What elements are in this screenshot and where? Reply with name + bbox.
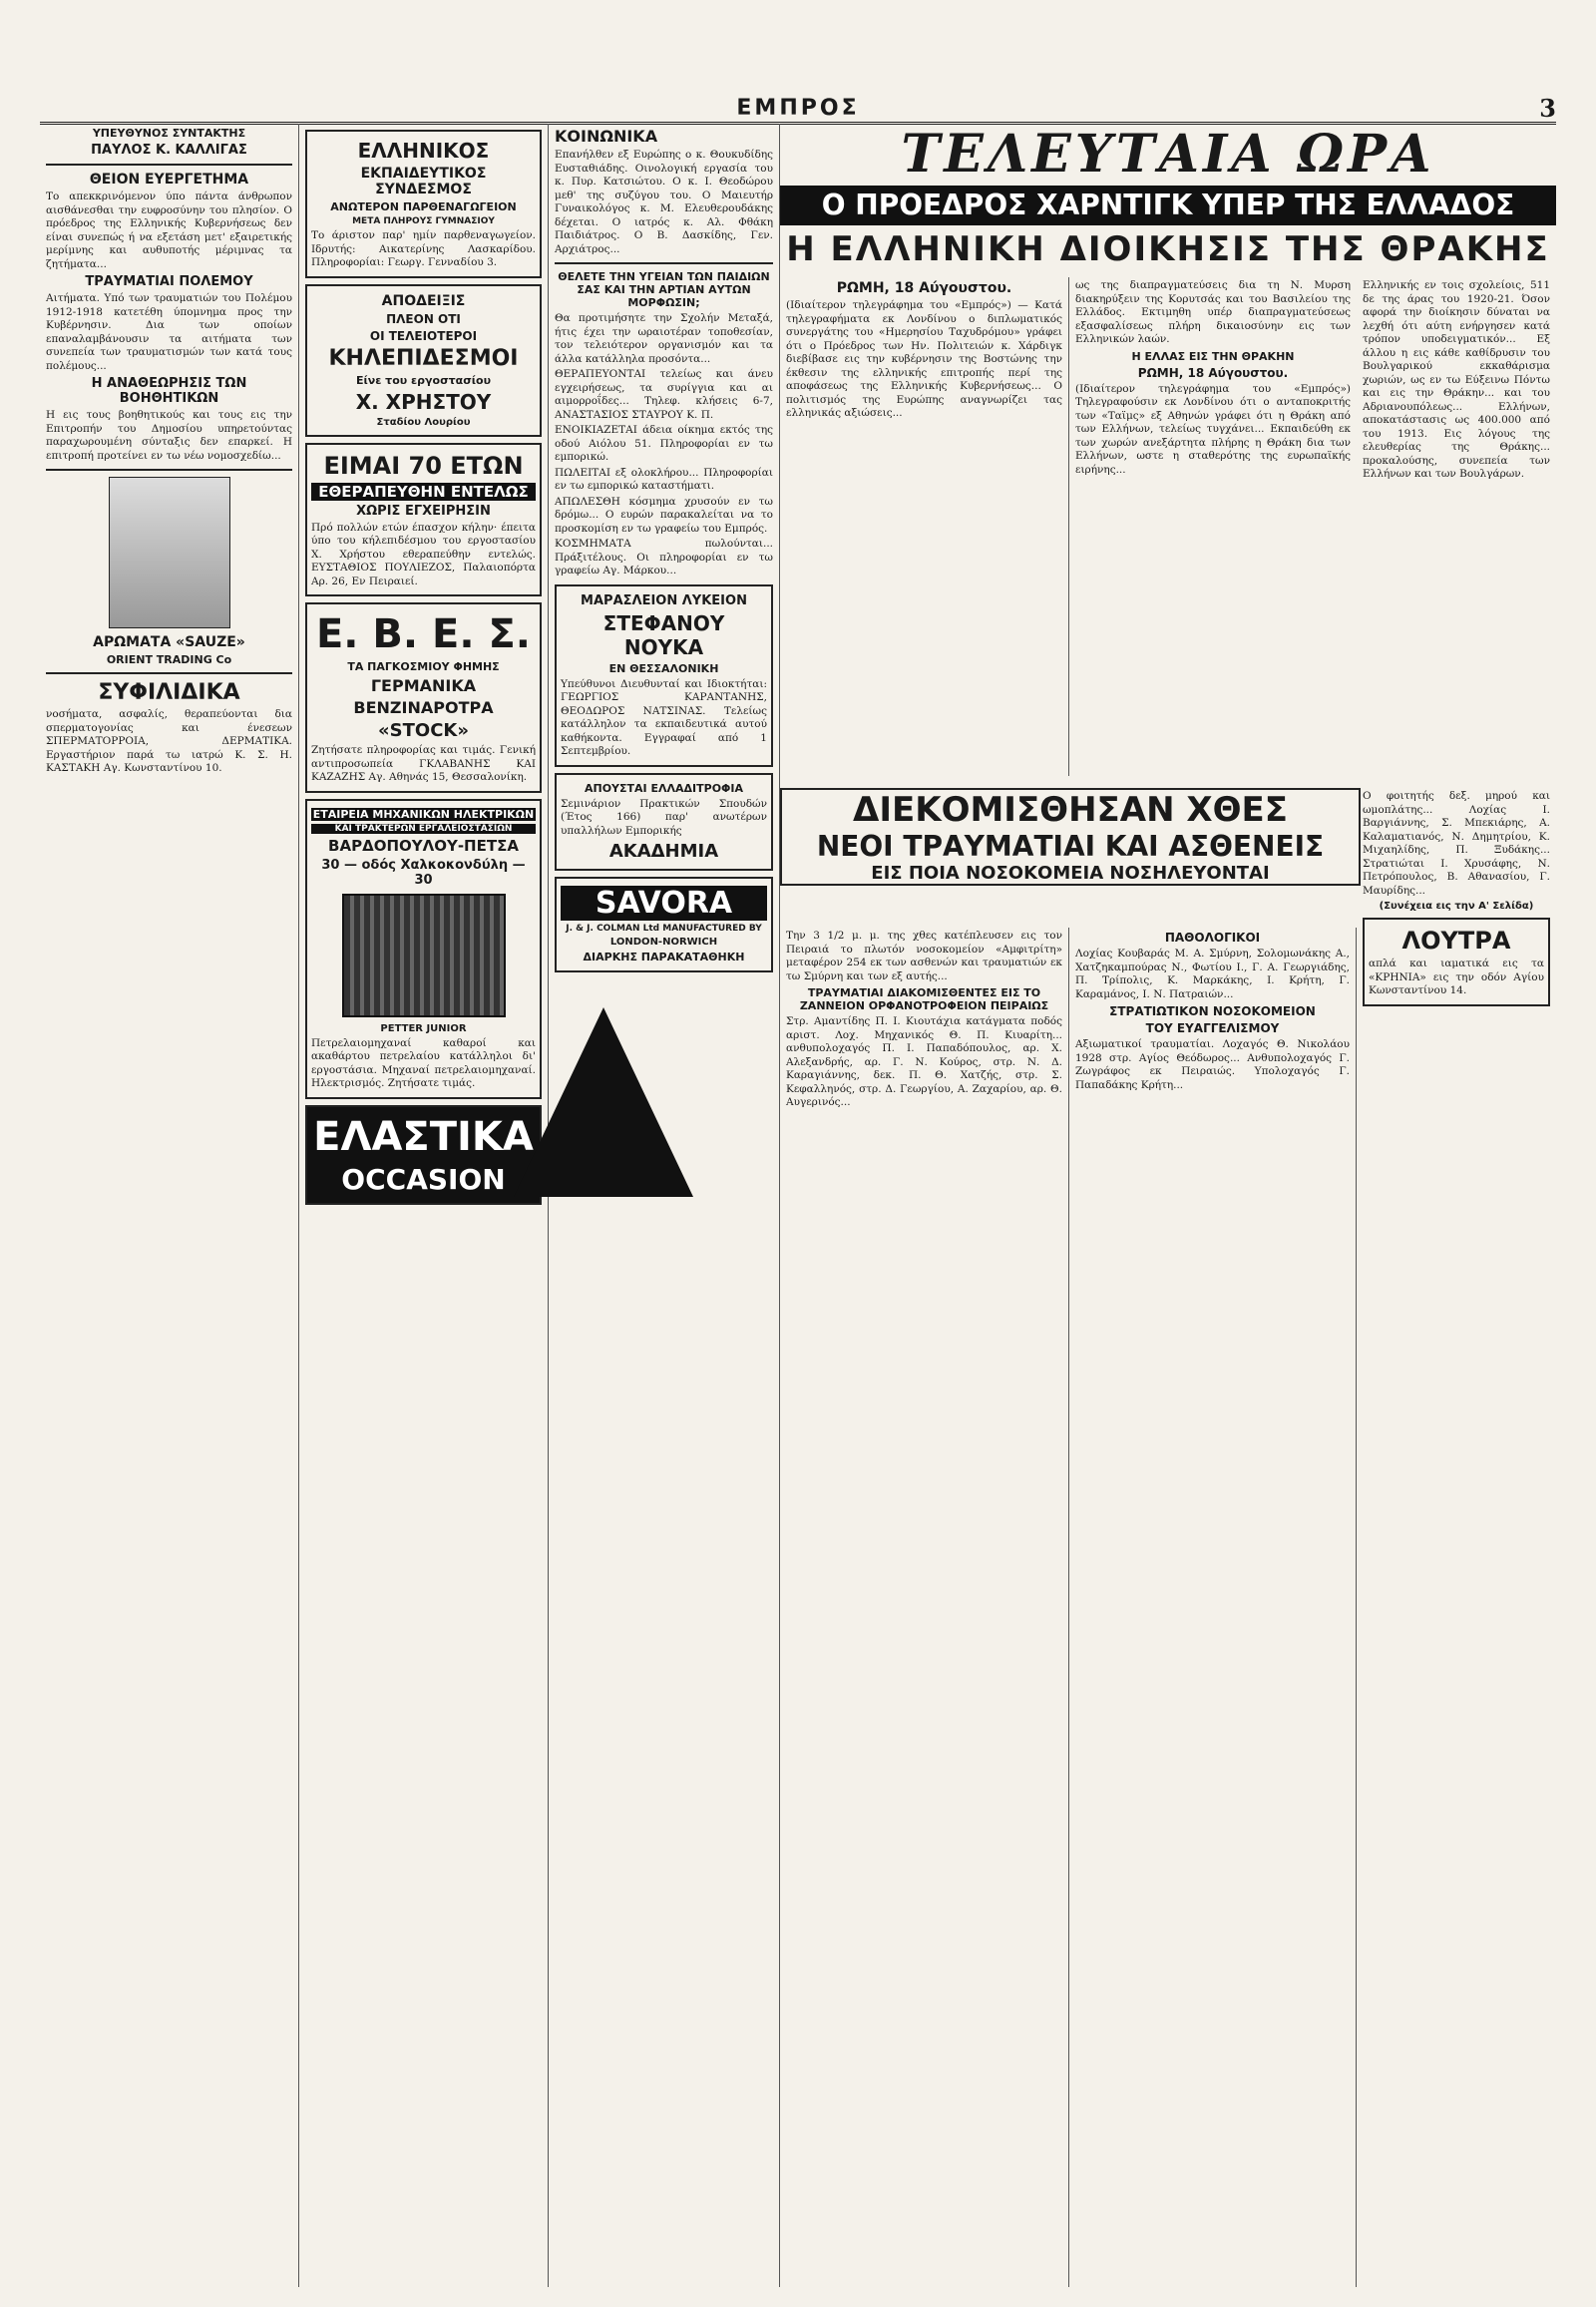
- ad-line: ΜΕΤΑ ΠΛΗΡΟΥΣ ΓΥΜΝΑΣΙΟΥ: [352, 216, 495, 226]
- ad-heading: ΘΕΛΕΤΕ ΤΗΝ ΥΓΕΙΑΝ ΤΩΝ ΠΑΙΔΙΩΝ ΣΑΣ ΚΑΙ ΤΗΝ ΑΡΤΙΑΝ ΑΥΤΩΝ ΜΟΡΦΩΣΙΝ;: [558, 270, 770, 309]
- ad-text: Το άριστον παρ' ημίν παρθεναγωγείον. Ιδρυτής: Αικατερίνης Λασκαρίδου. Πληροφορίαι: Γεωργ. Γενναδίου 3.: [311, 229, 536, 268]
- perfume-illustration: [109, 477, 230, 628]
- tire-ad: [305, 1105, 542, 1205]
- ad-line: Είνε του εργοστασίου: [355, 373, 492, 387]
- ad-title: ΣΥΦΙΛΙΔΙΚΑ: [98, 680, 240, 705]
- ad-line: ΓΕΡΜΑΝΙΚΑ: [370, 676, 477, 695]
- article-heading: Η ΑΝΑΘΕΩΡΗΣΙΣ ΤΩΝ ΒΟΗΘΗΤΙΚΩΝ: [91, 376, 247, 406]
- ad-line: ΚΗΛΕΠΙΔΕΣΜΟΙ: [328, 345, 519, 371]
- ad-subtitle: ORIENT TRADING Co: [106, 653, 232, 666]
- article-heading: ΘΕΙΟΝ ΕΥΕΡΓΕΤΗΜΑ: [89, 172, 249, 188]
- article-text: Ελληνικής εν τοις σχολείοις, 511 δε της άρας του 1920-21. Όσον αφορά την διοίκησιν δύναται να λεχθή ότι αύτη ενήργησεν κατά τρόπον υποδειγματικόν... Εξ άλλου η εις κάθε καθίδρυσιν του Βουλγαρικού εκκαθάρισμα χωριών, ως εν τω Εύξεινω Πόντω και εις την Θράκην... και του Αδριανουπόλεως... Ελλήνων, αποκατάστασις ως 400.000 από του 1913. Εις λόγους της ελευθερίας της Θράκης... προκαλούσης, συνεπεία των Ελλήνων και των Βουλγάρων.: [1363, 279, 1550, 480]
- ad-line: ΕΙΜΑΙ 70 ΕΤΩΝ: [323, 451, 524, 480]
- sub-heading: Η ΕΛΛΑΣ ΕΙΣ ΤΗΝ ΘΡΑΚΗΝ: [1131, 349, 1295, 363]
- ad-line: ΑΝΩΤΕΡΟΝ ΠΑΡΘΕΝΑΓΩΓΕΙΟΝ: [330, 200, 517, 213]
- ad-line: LONDON-NORWICH: [609, 937, 718, 948]
- ad-line: ΕΘΕΡΑΠΕΥΘΗΝ ΕΝΤΕΛΩΣ: [311, 483, 536, 501]
- ad-line: Χ. ΧΡΗΣΤΟΥ: [355, 389, 492, 414]
- ad-line: ΑΠΟΔΕΙΞΙΣ: [381, 292, 466, 309]
- article-text: Ο φοιτητής δεξ. μηρού και ωμοπλάτης... Λοχίας Ι. Βαργιάννης, Σ. Μπεκιάρης, Α. Καλαματιανός, Ν. Δημητρίου, Κ. Μιχαηλίδης, Π. Ξυδάκης... Στρατιώται Ι. Χρυσάφης, Ν. Πετρόπουλος, Β. Αθανασίου, Γ. Μαυρίδης...: [1363, 790, 1550, 897]
- ad-line: ΣΤΕΦΑΝΟΥ ΝΟΥΚΑ: [602, 610, 725, 659]
- article-text: Λοχίας Κουβαράς Μ. Α. Σμύρνη, Σολομωνάκης Α., Χατζηκαμπούρας Ν., Φωτίου Ι., Γ. Α. Γεωργιάδης, Π. Τρίπολις, Κ. Μαρκάκης, Ι. Κρήτη, Γ. Καραμάνος, Ι. Ν. Πατραιών...: [1075, 948, 1350, 1000]
- ad-line: ΕΚΠΑΙΔΕΥΤΙΚΟΣ ΣΥΝΔΕΣΜΟΣ: [360, 166, 487, 197]
- masthead-title: ΕΜΠΡΟΣ: [736, 96, 860, 121]
- ad-line: ΔΙΑΡΚΗΣ ΠΑΡΑΚΑΤΑΘΗΚΗ: [583, 951, 745, 963]
- ad-line: ΜΑΡΑΣΛΕΙΟΝ ΛΥΚΕΙΟΝ: [581, 592, 747, 608]
- headline-line: ΕΙΣ ΠΟΙΑ ΝΟΣΟΚΟΜΕΙΑ ΝΟΣΗΛΕΥΟΝΤΑΙ: [871, 863, 1270, 884]
- banner-title-text: ΤΕΛΕΥΤΑΙΑ ΩΡΑ: [901, 124, 1435, 185]
- column-2: [299, 124, 549, 2287]
- lyceum-ad: [555, 584, 773, 767]
- ad-line: ΕΛΛΗΝΙΚΟΣ: [357, 139, 490, 163]
- ad-line: ΛΟΥΤΡΑ: [1401, 927, 1511, 955]
- ad-text: νοσήματα, ασφαλίς, θεραπεύονται δια σπερματογονίας και ένεσεων ΣΠΕΡΜΑΤΟΡΡΟΙΑ, ΔΕΡΜΑΤΙΚΑ. Εργαστήριον παρά τω ιατρώ Κ. Σ. Η. ΚΑΣΤΑΚΗ Αγ. Κωνσταντίνου 10.: [46, 708, 292, 774]
- news-column-a: [780, 277, 1069, 776]
- ad-text: απλά και ιαματικά εις τα «ΚΡΗΝΙΑ» εις την οδόν Αγίου Κωνσταντίνου 14.: [1369, 958, 1544, 996]
- dateline: ΡΩΜΗ, 18 Αύγουστου.: [1137, 365, 1289, 380]
- classified: ΘΕΡΑΠΕΥΟΝΤΑΙ τελείως και άνευ εγχειρήσεως, τα συρίγγια και αι αιμορροΐδες... Τηλεφ. κλήσεις 6-7, ΑΝΑΣΤΑΣΙΟΣ ΣΤΑΥΡΟΥ Κ. Π.: [555, 368, 773, 421]
- ad-line: ΕΤΑΙΡΕΙΑ ΜΗΧΑΝΙΚΩΝ ΗΛΕΚΤΡΙΚΩΝ: [312, 807, 535, 821]
- truss-ad: [305, 284, 542, 437]
- sub-heading: ΠΑΘΟΛΟΓΙΚΟΙ: [1164, 931, 1261, 945]
- article-text: Αιτήματα. Υπό των τραυματιών του Πολέμου 1912-1918 κατετέθη ύπομνημα προς την Κυβέρνησιν. Δια των οποίων επαναλαμβάνουσιν τα αιτήματα των συνεπεία των τραυματισμών των κατά τους πολέμους...: [46, 292, 292, 372]
- plough-ad: [305, 602, 542, 793]
- page-number: 3: [1539, 94, 1556, 123]
- article-heading: ΤΡΑΥΜΑΤΙΑΙ ΠΟΛΕΜΟΥ: [85, 274, 253, 289]
- engine-illustration: [342, 894, 506, 1017]
- editor-name: ΠΑΥΛΟΣ Κ. ΚΑΛΛΙΓΑΣ: [91, 143, 247, 158]
- article-text: (Ιδιαίτερον τηλεγράφημα του «Εμπρός») — Κατά τηλεγραφήματα εκ Λονδίνου ο διπλωματικός συνεργάτης του «Ημερησίου Ταχυδρόμου» γράφει ότι ο Πρόεδρος των Ην. Πολιτειών κ. Χάρδιγκ διεβίβασε εις την κυβέρνησιν της Βοστώνης την έκθεσιν της ελληνικής επιτροπής περί της αποφάσεως της Ελληνικής Κυβερνήσεως... Ο πολιτισμός της Ευρώπης αναγνωρίζει τας ελληνικάς αξιώσεις...: [786, 299, 1062, 419]
- banner-title: [780, 124, 1556, 186]
- sub-heading: ΤΡΑΥΜΑΤΙΑΙ ΔΙΑΚΟΜΙΣΘΕΝΤΕΣ ΕΙΣ ΤΟ ΖΑΝΝΕΙΟΝ ΟΡΦΑΝΟΤΡΟΦΕΙΟΝ ΠΕΙΡΑΙΩΣ: [799, 986, 1049, 1012]
- ad-line: ΒΕΝΖΙΝΑΡΟΤΡΑ: [353, 698, 494, 717]
- section-heading: ΚΟΙΝΩΝΙΚΑ: [555, 127, 658, 146]
- continuation-note: (Συνέχεια εις την Α' Σελίδα): [1379, 901, 1534, 912]
- ad-text: Πετρελαιομηχαναί καθαροί και ακαθάρτου πετρελαίου κατάλληλοι δι' εργοστάσια. Μηχαναί πετρελαιομηχαναί. Ηλεκτρισμός. Ζητήσατε τιμάς.: [311, 1036, 536, 1089]
- column-3: [549, 124, 780, 2287]
- ad-title: ΑΡΩΜΑΤΑ «SAUZE»: [93, 634, 245, 650]
- engine-ad: [305, 799, 542, 1099]
- news-column-b: [1069, 277, 1357, 776]
- headline-line: ΔΙΕΚΟΜΙΣΘΗΣΑΝ ΧΘΕΣ: [853, 790, 1288, 830]
- injured-column-c: [1357, 788, 1556, 2287]
- article-text: Την 3 1/2 μ. μ. της χθες κατέπλευσεν εις τον Πειραιά το πλωτόν νοσοκομείον «Αμφιτρίτη» μεταφέρον 254 εκ των ασθενών και τραυματιών εκ τω Σμύρνη και των εξ αυτής...: [786, 930, 1062, 982]
- ad-line: ΚΑΙ ΤΡΑΚΤΕΡΩΝ ΕΡΓΑΛΕΙΟΣΤΑΣΙΩΝ: [311, 824, 536, 834]
- ad-line: PETTER JUNIOR: [380, 1022, 467, 1034]
- injured-column-b: [1069, 928, 1357, 2287]
- testimonial-ad: [305, 443, 542, 597]
- banner-subtitle: Ο ΠΡΟΕΔΡΟΣ ΧΑΡΝΤΙΓΚ ΥΠΕΡ ΤΗΣ ΕΛΛΑΔΟΣ: [780, 186, 1556, 225]
- ad-line: OCCASION: [341, 1162, 506, 1196]
- classified: ΠΩΛΕΙΤΑΙ εξ ολοκλήρου... Πληροφορίαι εν τω εμπορικώ καταστήματι.: [555, 466, 773, 492]
- ad-line: Ε. Β. Ε. Σ.: [315, 611, 532, 657]
- banner-headline: Η ΕΛΛΗΝΙΚΗ ΔΙΟΙΚΗΣΙΣ ΤΗΣ ΘΡΑΚΗΣ: [786, 229, 1550, 269]
- injured-headline-box: [780, 788, 1361, 886]
- ad-line: ΑΠΟΥΣΤΑΙ ΕΛΛΑΔΙΤΡΟΦΙΑ: [584, 781, 744, 795]
- article-text: Επανήλθεν εξ Ευρώπης ο κ. Θουκυδίδης Ευσταθιάδης. Οινολογική εργασία του κ. Πυρ. Κατσιώτου. Ο κ. Ι. Θεοδώρου μεθ' της συζύγου του. Ο Μαιευτήρ Γυναικολόγος κ. Μ. Ελευθερουδάκης δέχεται. Ο ιατρός κ. Αλ. Φθάκη Παιδιάτρος. Ο Β. Δασκίδης, Γεν. Αρχιάτρος...: [555, 149, 773, 255]
- article-text: Στρ. Αμαντίδης Π. Ι. Κιουτάχια κατάγματα ποδός αριστ. Λοχ. Μηχανικός Θ. Π. Κιυαρίτη... ανθυπολοχαγός Π. Ι. Παπαδόπουλος, αρ. Χ. Αλεξανδρής, αρ. Γ. Ν. Κούρος, στρ. Ν. Δ. Καραγιάννης, δεκ. Π. Θ. Χατζής, στρ. Σ. Κεφαλληνός, στρ. Δ. Γεωργίου, Α. Ζαχαρίου, αρ. Θ. Αυγερινός...: [786, 1015, 1062, 1108]
- classified: ΕΝΟΙΚΙΑΖΕΤΑΙ άδεια οίκημα εκτός της οδού Αιόλου 51. Πληροφορίαι εν τω εμπορικώ.: [555, 424, 773, 463]
- ad-text: Θα προτιμήσητε την Σχολήν Μεταξά, ήτις έχει την ωραιοτέραν τοποθεσίαν, τον τελειότερον οργανισμόν και τα άλλα κατάλληλα προσόντα...: [555, 312, 773, 365]
- ad-line: ΕΛΑΣΤΙΚΑ: [313, 1113, 534, 1160]
- article-text: (Ιδιαίτερον τηλεγράφημα του «Εμπρός») Τηλεγραφούσιν εκ Λονδίνου ότι ο ανταποκριτής των «Ταϊμς» εξ Αθηνών γράφει ότι η Θράκη από των Ελλήνων, τελείως τυγχάνει... Εκπαιδεύθη εκ των χωρών ανεξάρτητα πλήρης η Θράκη δια των Ελλήνων, ωστε η σταθερότης της ευρωπαϊκής ειρήνης...: [1075, 382, 1351, 476]
- masthead: [40, 96, 1556, 125]
- ad-line: «STOCK»: [378, 720, 469, 741]
- academy-ad: [555, 773, 773, 872]
- ad-line: ΑΚΑΔΗΜΙΑ: [608, 841, 719, 862]
- classified: ΑΠΩΛΕΣΘΗ κόσμημα χρυσούν εν τω δρόμω... Ο ευρών παρακαλείται να το προσκομίση εν τω γραφείω του Εμπρός.: [555, 495, 773, 535]
- dateline: ΡΩΜΗ, 18 Αύγουστου.: [836, 280, 1012, 296]
- classified: ΚΟΣΜΗΜΑΤΑ πωλούνται... Πράξιτέλους. Οι πληροφορίαι εν τω γραφείω Αγ. Μάρκου...: [555, 538, 773, 577]
- ad-text: Ζητήσατε πληροφορίας και τιμάς. Γενική αντιπροσωπεία ΓΚΛΑΒΑΝΗΣ ΚΑΙ ΚΑΖΑΖΗΣ Αγ. Αθηνάς 15, Θεσσαλονίκη.: [311, 744, 536, 783]
- ad-line: ΠΛΕΟΝ ΟΤΙ: [386, 311, 461, 326]
- school-ad: [305, 130, 542, 278]
- ad-line: 30 — οδός Χαλκοκονδύλη — 30: [321, 857, 526, 888]
- ad-line: J. & J. COLMAN Ltd MANUFACTURED BY: [566, 924, 762, 934]
- headline-line: ΝΕΟΙ ΤΡΑΥΜΑΤΙΑΙ ΚΑΙ ΑΣΘΕΝΕΙΣ: [816, 830, 1325, 863]
- injured-column-a: [780, 928, 1069, 2287]
- savora-ad: [555, 877, 773, 972]
- ad-line: ΕΝ ΘΕΣΣΑΛΟΝΙΚΗ: [608, 661, 719, 675]
- column-1: [40, 124, 299, 2287]
- article-text: Η εις τους βοηθητικούς και τους εις την Επιτροπήν του Δημοσίου υπηρετούντας παραχωρουμένη σύνταξις δεν επαρκεί. Η επιτροπή προτείνει εν τω νέω νομοσχεδίω...: [46, 409, 292, 462]
- ad-line: ΤΑ ΠΑΓΚΟΣΜΙΟΥ ΦΗΜΗΣ: [347, 660, 500, 673]
- ad-line: SAVORA: [561, 886, 767, 921]
- ink-blot: [514, 1007, 693, 1197]
- sub-heading: ΣΤΡΑΤΙΩΤΙΚΟΝ ΝΟΣΟΚΟΜΕΙΟΝ: [1109, 1004, 1316, 1018]
- ad-line: ΧΩΡΙΣ ΕΓΧΕΙΡΗΣΙΝ: [356, 503, 491, 519]
- ad-text: Υπεύθυνοι Διευθυνταί και Ιδιοκτήται: ΓΕΩΡΓΙΟΣ ΚΑΡΑΝΤΑΝΗΣ, ΘΕΟΔΩΡΟΣ ΝΑΤΣΙΝΑΣ. Τελείως κατάλληλον τα εκπαιδευτικά αυτού καθήκοντα. Εγγραφαί από 1 Σεπτεμβρίου.: [561, 677, 767, 757]
- ad-line: ΒΑΡΔΟΠΟΥΛΟΥ-ΠΕΤΣΑ: [328, 836, 519, 855]
- editor-title: ΥΠΕΥΘΥΝΟΣ ΣΥΝΤΑΚΤΗΣ: [92, 127, 246, 140]
- baths-ad: [1363, 918, 1550, 1006]
- article-text: ως της διαπραγματεύσεις δια τη Ν. Μυρση διακηρύξειν της Κορυτσάς και του Βασιλείου της Ελλάδος. Εκτιμηθη υπέρ διαπραγματεύσεως εξασφαλίσεως πλήρη δικαιοσύνην εις των Ελληνικών λαών.: [1075, 279, 1351, 345]
- ad-line: Σταδίου Λουρίου: [376, 416, 471, 428]
- sub-heading: ΤΟΥ ΕΥΑΓΓΕΛΙΣΜΟΥ: [1145, 1021, 1280, 1035]
- article-text: Αξιωματικοί τραυματίαι. Λοχαγός Θ. Νικολάου 1928 στρ. Αγίος Θεόδωρος... Ανθυπολοχαγός Γ. Ζωγράφος εκ Πειραιώς. Υπολοχαγός Γ. Παπαδάκης Κρήτη...: [1075, 1038, 1350, 1091]
- ad-line: ΟΙ ΤΕΛΕΙΟΤΕΡΟΙ: [369, 328, 478, 343]
- news-column-c: [1357, 277, 1556, 776]
- ad-text: Σεμινάριον Πρακτικών Σπουδών (Έτος 166) παρ' ανωτέρων υπαλλήλων Εμπορικής: [561, 797, 767, 837]
- article-text: Το απεκκρινόμενον ύπο πάντα άνθρωπον αισθάνεσθαι την ευφροσύνην του πλησίον. Ο πρόεδρος της Ελληνικής Κυβερνήσεως δεν είναι συνεπώς ή να εξετάση μετ' εξαιρετικής μερίμνης και αυθυποτής μέριμνας τα ζητήματα...: [46, 191, 292, 270]
- ad-text: Πρό πολλών ετών έπασχον κήλην· έπειτα ύπο του κήλεπιδέσμου του εργοστασίου Χ. Χρήστου εθεραπεύθην εντελώς. ΕΥΣΤΑΘΙΟΣ ΠΟΥΛΙΕΖΟΣ, Παλαιοπόρτα Αρ. 26, Εν Πειραιεί.: [311, 521, 536, 587]
